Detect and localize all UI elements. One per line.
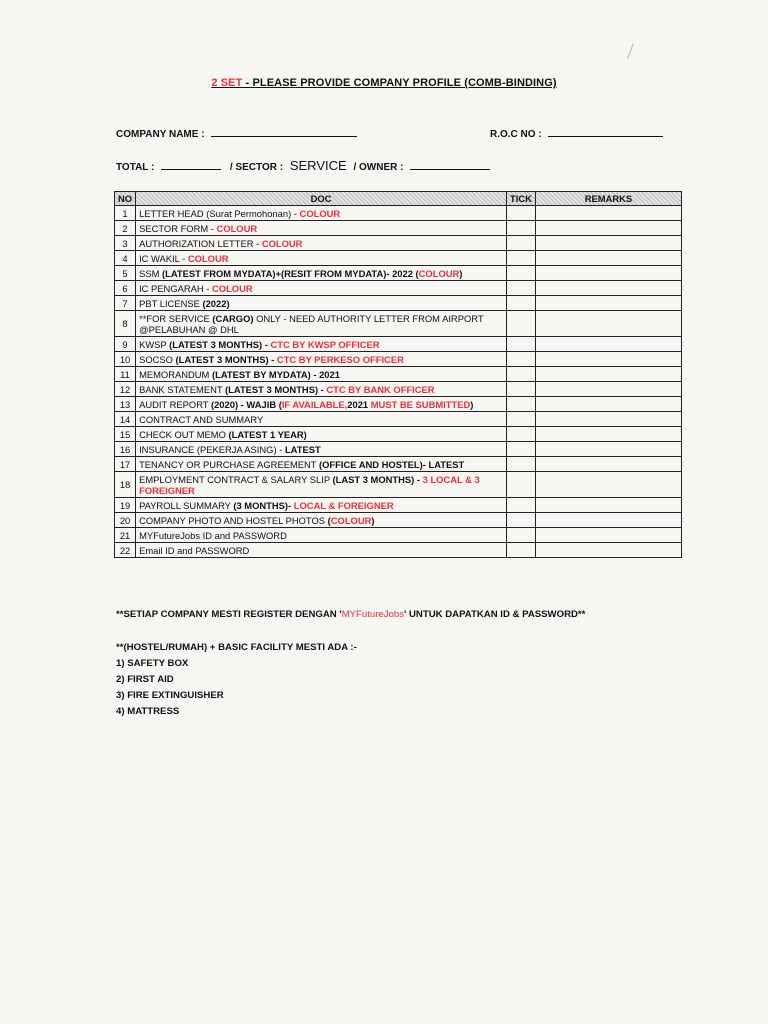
remarks-cell[interactable] — [535, 221, 681, 236]
company-name-label: COMPANY NAME : — [116, 129, 205, 140]
tick-cell[interactable] — [506, 513, 535, 528]
document-text: (3 MONTHS)- — [233, 499, 294, 511]
document-text: TENANCY OR PURCHASE AGREEMENT — [139, 458, 319, 470]
facility-item: 3) FIRE EXTINGUISHER — [116, 690, 224, 701]
document-text: MYFutureJobs ID and PASSWORD — [139, 529, 287, 541]
document-text: IF AVAILABLE, — [281, 398, 348, 410]
company-name-blank[interactable] — [211, 126, 357, 137]
document-text: LETTER HEAD (Surat Permohonan) - — [139, 207, 300, 219]
row-document — [136, 311, 507, 337]
table-row — [115, 498, 682, 513]
remarks-cell[interactable] — [535, 427, 681, 442]
document-text: COLOUR — [261, 237, 303, 249]
document-text: COLOUR — [216, 222, 258, 234]
document-text: IC PENGARAH - — [139, 282, 212, 294]
tick-cell[interactable] — [506, 296, 535, 311]
document-text: KWSP — [139, 338, 170, 350]
document-text: (OFFICE AND HOSTEL)- LATEST — [318, 458, 465, 470]
row-number: 6 — [115, 281, 136, 296]
row-number: 11 — [115, 367, 136, 382]
document-text: (2022) — [202, 297, 230, 309]
table-row — [115, 442, 682, 457]
remarks-cell[interactable] — [535, 337, 681, 352]
table-row — [115, 412, 682, 427]
document-text: **FOR SERVICE — [139, 312, 213, 324]
row-document — [136, 367, 507, 382]
tick-cell[interactable] — [506, 367, 535, 382]
document-text: COLOUR — [212, 282, 253, 294]
tick-cell[interactable] — [506, 311, 535, 337]
row-number: 10 — [115, 352, 136, 367]
table-row — [115, 221, 682, 236]
row-number: 4 — [115, 251, 136, 266]
header-doc: DOC — [136, 192, 507, 206]
row-number: 5 — [115, 266, 136, 281]
row-number: 18 — [115, 472, 136, 498]
total-blank[interactable] — [161, 159, 221, 170]
row-document — [136, 236, 507, 251]
document-text: ) — [459, 267, 463, 279]
document-text: CHECK OUT MEMO — [139, 428, 229, 440]
remarks-cell[interactable] — [535, 311, 681, 337]
document-text: COLOUR — [187, 252, 229, 264]
remarks-cell[interactable] — [535, 412, 681, 427]
tick-cell[interactable] — [506, 412, 535, 427]
table-row — [115, 251, 682, 266]
remarks-cell[interactable] — [535, 528, 681, 543]
document-text: (LATEST BY MYDATA) - 2021 — [211, 368, 340, 380]
table-row — [115, 472, 682, 498]
document-text: LATEST — [284, 443, 321, 455]
row-number: 9 — [115, 337, 136, 352]
document-text: AUTHORIZATION LETTER - — [139, 237, 262, 249]
tick-cell[interactable] — [506, 266, 535, 281]
table-row — [115, 311, 682, 337]
remarks-cell[interactable] — [535, 236, 681, 251]
row-document — [136, 427, 507, 442]
tick-cell[interactable] — [506, 528, 535, 543]
remarks-cell[interactable] — [535, 472, 681, 498]
document-text: COMPANY PHOTO AND HOSTEL PHOTOS — [139, 514, 328, 526]
document-text: (LATEST 3 MONTHS) - — [169, 338, 271, 350]
document-text: MEMORANDUM — [139, 368, 212, 380]
owner-label: / OWNER : — [353, 162, 404, 173]
tick-cell[interactable] — [506, 498, 535, 513]
document-text: EMPLOYMENT CONTRACT & SALARY SLIP — [139, 473, 333, 485]
document-text: CTC BY BANK OFFICER — [326, 383, 435, 395]
table-row — [115, 543, 682, 558]
document-text: 2021 — [347, 398, 371, 410]
remarks-cell[interactable] — [535, 442, 681, 457]
header-no: NO — [115, 192, 136, 206]
sector-label: / SECTOR : — [229, 162, 284, 173]
tick-cell[interactable] — [506, 427, 535, 442]
table-row — [115, 513, 682, 528]
register-note — [116, 609, 585, 620]
table-row — [115, 528, 682, 543]
remarks-cell[interactable] — [535, 498, 681, 513]
row-number: 16 — [115, 442, 136, 457]
table-row — [115, 236, 682, 251]
table-row — [115, 352, 682, 367]
owner-blank[interactable] — [410, 159, 490, 170]
table-row — [115, 266, 682, 281]
document-text: AUDIT REPORT — [139, 398, 211, 410]
tick-cell[interactable] — [506, 206, 535, 221]
document-text: 3 LOCAL & 3 FOREIGNER — [139, 473, 480, 496]
table-row — [115, 337, 682, 352]
document-text: (LATEST 1 YEAR) — [228, 428, 307, 440]
total-sector-owner-line — [116, 158, 490, 173]
remarks-cell[interactable] — [535, 281, 681, 296]
tick-cell[interactable] — [506, 457, 535, 472]
row-number: 8 — [115, 311, 136, 337]
row-number: 19 — [115, 498, 136, 513]
tick-cell[interactable] — [506, 352, 535, 367]
page-title — [0, 77, 768, 89]
tick-cell[interactable] — [506, 251, 535, 266]
row-document — [136, 296, 507, 311]
remarks-cell[interactable] — [535, 543, 681, 558]
table-row — [115, 206, 682, 221]
document-text: SSM — [139, 267, 162, 279]
header-tick: TICK — [506, 192, 535, 206]
register-note-app: MYFutureJobs — [341, 609, 405, 620]
row-document — [136, 337, 507, 352]
row-number: 15 — [115, 427, 136, 442]
row-number: 21 — [115, 528, 136, 543]
document-text: MUST BE SUBMITTED — [370, 398, 471, 410]
tick-cell[interactable] — [506, 281, 535, 296]
roc-blank[interactable] — [548, 126, 663, 137]
scan-mark — [627, 43, 633, 58]
document-text: SOCSO — [139, 353, 176, 365]
facility-item: 4) MATTRESS — [116, 706, 180, 717]
tick-cell[interactable] — [506, 337, 535, 352]
row-document — [136, 498, 507, 513]
tick-cell[interactable] — [506, 442, 535, 457]
document-text: LOCAL & FOREIGNER — [293, 499, 394, 511]
document-text: INSURANCE (PEKERJA ASING) - — [139, 443, 285, 455]
table-header-row — [115, 192, 682, 206]
document-text: (2020) - WAJIB ( — [210, 398, 282, 410]
remarks-cell[interactable] — [535, 367, 681, 382]
total-label: TOTAL : — [116, 162, 155, 173]
document-text: CTC BY PERKESO OFFICER — [276, 353, 404, 365]
table-row — [115, 281, 682, 296]
document-text: COLOUR — [299, 207, 341, 219]
remarks-cell[interactable] — [535, 251, 681, 266]
remarks-cell[interactable] — [535, 206, 681, 221]
facility-item: 2) FIRST AID — [116, 674, 174, 685]
document-text: ( — [327, 514, 331, 526]
row-document — [136, 206, 507, 221]
row-document — [136, 528, 507, 543]
tick-cell[interactable] — [506, 472, 535, 498]
document-checklist-table — [114, 191, 682, 558]
document-text: IC WAKIL - — [139, 252, 188, 264]
document-text: CONTRACT AND SUMMARY — [139, 413, 264, 425]
roc-label: R.O.C NO : — [490, 129, 542, 140]
document-text: BANK STATEMENT — [139, 383, 226, 395]
document-text: (LATEST 3 MONTHS) - — [175, 353, 277, 365]
remarks-cell[interactable] — [535, 397, 681, 412]
row-number: 20 — [115, 513, 136, 528]
row-document — [136, 281, 507, 296]
document-text: ONLY - NEED AUTHORITY LETTER FROM AIRPORT @PELABUHAN @ DHL — [139, 312, 484, 335]
row-number: 14 — [115, 412, 136, 427]
document-text: SECTOR FORM - — [139, 222, 217, 234]
table-row — [115, 397, 682, 412]
remarks-cell[interactable] — [535, 296, 681, 311]
tick-cell[interactable] — [506, 236, 535, 251]
document-text: (LATEST 3 MONTHS) - — [225, 383, 327, 395]
row-document — [136, 251, 507, 266]
row-number: 22 — [115, 543, 136, 558]
row-number: 3 — [115, 236, 136, 251]
register-note-pre: **SETIAP COMPANY MESTI REGISTER DENGAN ' — [116, 609, 342, 620]
table-body — [115, 206, 682, 558]
row-number: 2 — [115, 221, 136, 236]
document-text: ) — [470, 398, 474, 410]
row-document — [136, 397, 507, 412]
row-document — [136, 221, 507, 236]
document-text: (LAST 3 MONTHS) - — [332, 473, 423, 485]
document-text: ) — [371, 514, 375, 526]
tick-cell[interactable] — [506, 543, 535, 558]
row-document — [136, 472, 507, 498]
row-number: 7 — [115, 296, 136, 311]
row-document — [136, 457, 507, 472]
row-number: 17 — [115, 457, 136, 472]
row-document — [136, 513, 507, 528]
row-document — [136, 266, 507, 281]
hostel-heading: **(HOSTEL/RUMAH) + BASIC FACILITY MESTI ADA :- — [116, 642, 357, 653]
row-number: 13 — [115, 397, 136, 412]
document-text: (CARGO) — [212, 312, 254, 324]
table-row — [115, 427, 682, 442]
document-text: Email ID and PASSWORD — [139, 544, 250, 556]
title-set-count: 2 SET — [211, 77, 243, 89]
tick-cell[interactable] — [506, 221, 535, 236]
remarks-cell[interactable] — [535, 352, 681, 367]
remarks-cell[interactable] — [535, 513, 681, 528]
row-document — [136, 352, 507, 367]
document-text: PAYROLL SUMMARY — [139, 499, 234, 511]
table-row — [115, 296, 682, 311]
company-name-field — [116, 126, 357, 140]
table-row — [115, 382, 682, 397]
document-text: COLOUR — [330, 514, 372, 526]
row-document — [136, 412, 507, 427]
remarks-cell[interactable] — [535, 266, 681, 281]
row-number: 1 — [115, 206, 136, 221]
facility-item: 1) SAFETY BOX — [116, 658, 189, 669]
register-note-post: ' UNTUK DAPATKAN ID & PASSWORD** — [404, 609, 586, 620]
sector-value: SERVICE — [289, 158, 347, 173]
row-number: 12 — [115, 382, 136, 397]
header-remarks: REMARKS — [535, 192, 681, 206]
document-text: PBT LICENSE — [139, 297, 203, 309]
remarks-cell[interactable] — [535, 457, 681, 472]
tick-cell[interactable] — [506, 397, 535, 412]
row-document — [136, 543, 507, 558]
tick-cell[interactable] — [506, 382, 535, 397]
row-document — [136, 442, 507, 457]
document-text: (LATEST FROM MYDATA)+(RESIT FROM MYDATA)- 2022 ( — [161, 267, 419, 279]
roc-field — [490, 126, 663, 140]
table-row — [115, 457, 682, 472]
table-row — [115, 367, 682, 382]
remarks-cell[interactable] — [535, 382, 681, 397]
row-document — [136, 382, 507, 397]
document-text: COLOUR — [418, 267, 460, 279]
title-text: - PLEASE PROVIDE COMPANY PROFILE (COMB-BINDING) — [242, 77, 557, 89]
document-text: CTC BY KWSP OFFICER — [270, 338, 380, 350]
